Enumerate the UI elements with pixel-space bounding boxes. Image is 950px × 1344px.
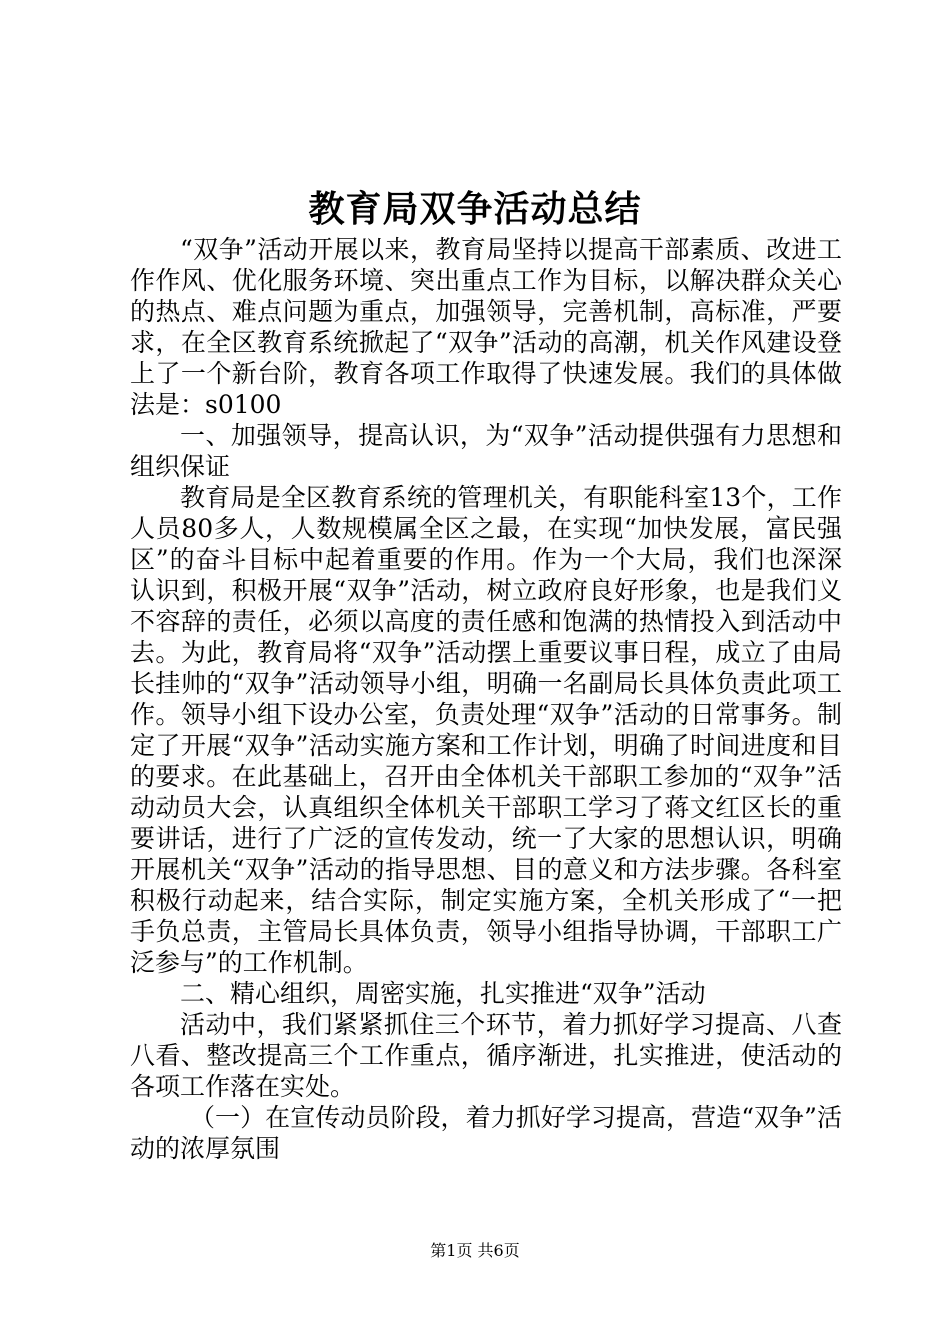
subsection-heading-1: （一）在宣传动员阶段，着力抓好学习提高，营造“双争”活动的浓厚氛围 bbox=[130, 1103, 842, 1163]
paragraph-intro: “双争”活动开展以来，教育局坚持以提高干部素质、改进工作作风、优化服务环境、突出重点工作为目标，以解决群众关心的热点、难点问题为重点，加强领导，完善机制，高标准，严要求，在全区教育系统掀起了“双争”活动的高潮，机关作风建设登上了一个新台阶，教育各项工作取得了快速发展。我们的具体做法是：s0100 bbox=[130, 235, 842, 419]
document-title: 教育局双争活动总结 bbox=[308, 188, 642, 230]
paragraph-section-2: 活动中，我们紧紧抓住三个环节，着力抓好学习提高、八查八看、整改提高三个工作重点，循序渐进，扎实推进，使活动的各项工作落在实处。 bbox=[130, 1010, 842, 1101]
section-heading-2: 二、精心组织，周密实施，扎实推进“双争”活动 bbox=[180, 979, 706, 1008]
page-number-footer: 第1页 共6页 bbox=[430, 1241, 520, 1260]
document-body bbox=[130, 234, 842, 1164]
section-heading-1: 一、加强领导，提高认识，为“双争”活动提供强有力思想和组织保证 bbox=[130, 421, 842, 481]
paragraph-section-1: 教育局是全区教育系统的管理机关，有职能科室13个，工作人员80多人，人数规模属全区之最，在实现“加快发展，富民强区”的奋斗目标中起着重要的作用。作为一个大局，我们也深深认识到，积极开展“双争”活动，树立政府良好形象，也是我们义不容辞的责任，必须以高度的责任感和饱满的热情投入到活动中去。为此，教育局将“双争”活动摆上重要议事日程，成立了由局长挂帅的“双争”活动领导小组，明确一名副局长具体负责此项工作。领导小组下设办公室，负责处理“双争”活动的日常事务。制定了开展“双争”活动实施方案和工作计划，明确了时间进度和目的要求。在此基础上，召开由全体机关干部职工参加的“双争”活动动员大会，认真组织全体机关干部职工学习了蒋文红区长的重要讲话，进行了广泛的宣传发动，统一了大家的思想认识，明确开展机关“双争”活动的指导思想、目的意义和方法步骤。各科室积极行动起来，结合实际，制定实施方案，全机关形成了“一把手负总责，主管局长具体负责，领导小组指导协调，干部职工广泛参与”的工作机制。 bbox=[130, 483, 842, 977]
